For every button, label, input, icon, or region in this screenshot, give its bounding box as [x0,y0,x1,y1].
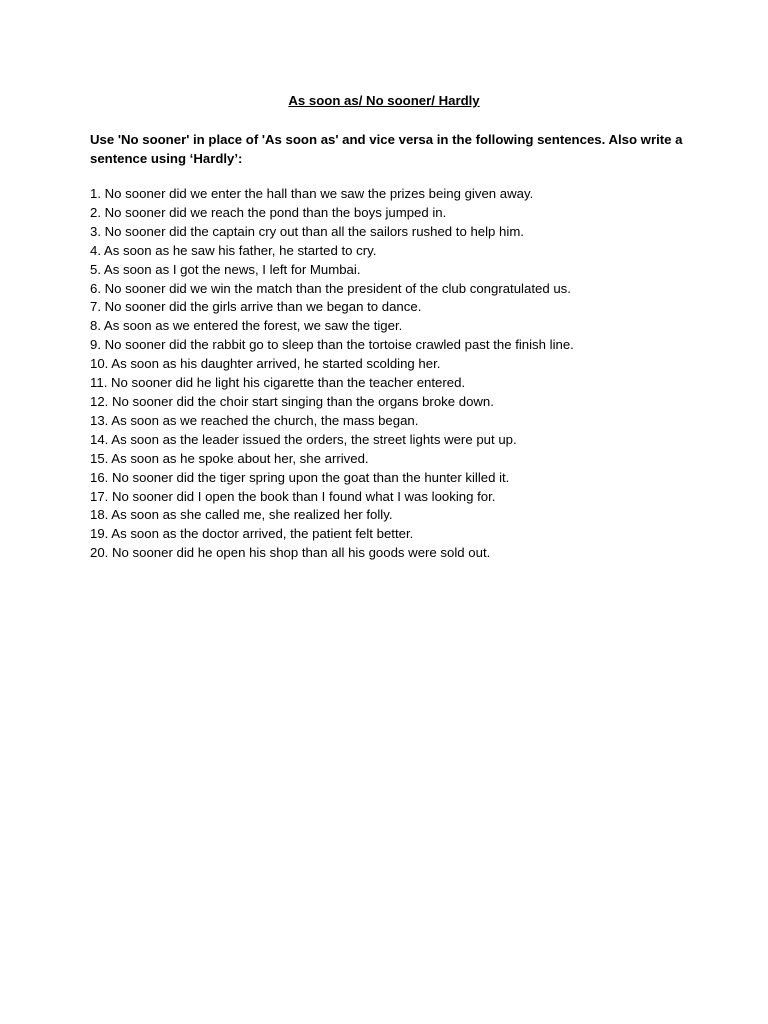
sentence-item: 2. No sooner did we reach the pond than the boys jumped in. [90,204,447,220]
sentence-item: 18. As soon as she called me, she realized her folly. [90,507,393,523]
sentence-item: 17. No sooner did I open the book than I found what I was looking for. [90,488,496,504]
sentence-item: 6. No sooner did we win the match than the president of the club congratulated us. [90,280,571,296]
sentence-item: 15. As soon as he spoke about her, she arrived. [90,450,369,466]
sentence-item: 16. No sooner did the tiger spring upon the goat than the hunter killed it. [90,469,510,485]
sentence-item: 5. As soon as I got the news, I left for Mumbai. [90,261,361,277]
sentence-item: 13. As soon as we reached the church, the mass began. [90,412,419,428]
sentence-item: 10. As soon as his daughter arrived, he started scolding her. [90,356,441,372]
page-title: As soon as/ No sooner/ Hardly [288,93,480,108]
sentence-item: 8. As soon as we entered the forest, we saw the tiger. [90,318,403,334]
sentence-item: 12. No sooner did the choir start singing than the organs broke down. [90,393,494,409]
sentence-list [90,185,730,563]
instructions-text: Use 'No sooner' in place of 'As soon as' and vice versa in the following sentences. Also write a sentence using ‘Hardly’: [90,132,683,166]
sentence-item: 1. No sooner did we enter the hall than we saw the prizes being given away. [90,186,534,201]
sentence-item: 20. No sooner did he open his shop than all his goods were sold out. [90,545,491,561]
sentence-item: 14. As soon as the leader issued the orders, the street lights were put up. [90,431,517,447]
sentence-item: 19. As soon as the doctor arrived, the patient felt better. [90,526,414,542]
sentence-item: 4. As soon as he saw his father, he started to cry. [90,242,377,258]
sentence-item: 11. No sooner did he light his cigarette than the teacher entered. [90,375,466,391]
sentence-item: 3. No sooner did the captain cry out than all the sailors rushed to help him. [90,223,524,239]
sentence-item: 9. No sooner did the rabbit go to sleep than the tortoise crawled past the finish line. [90,337,574,353]
sentence-item: 7. No sooner did the girls arrive than we began to dance. [90,299,422,315]
